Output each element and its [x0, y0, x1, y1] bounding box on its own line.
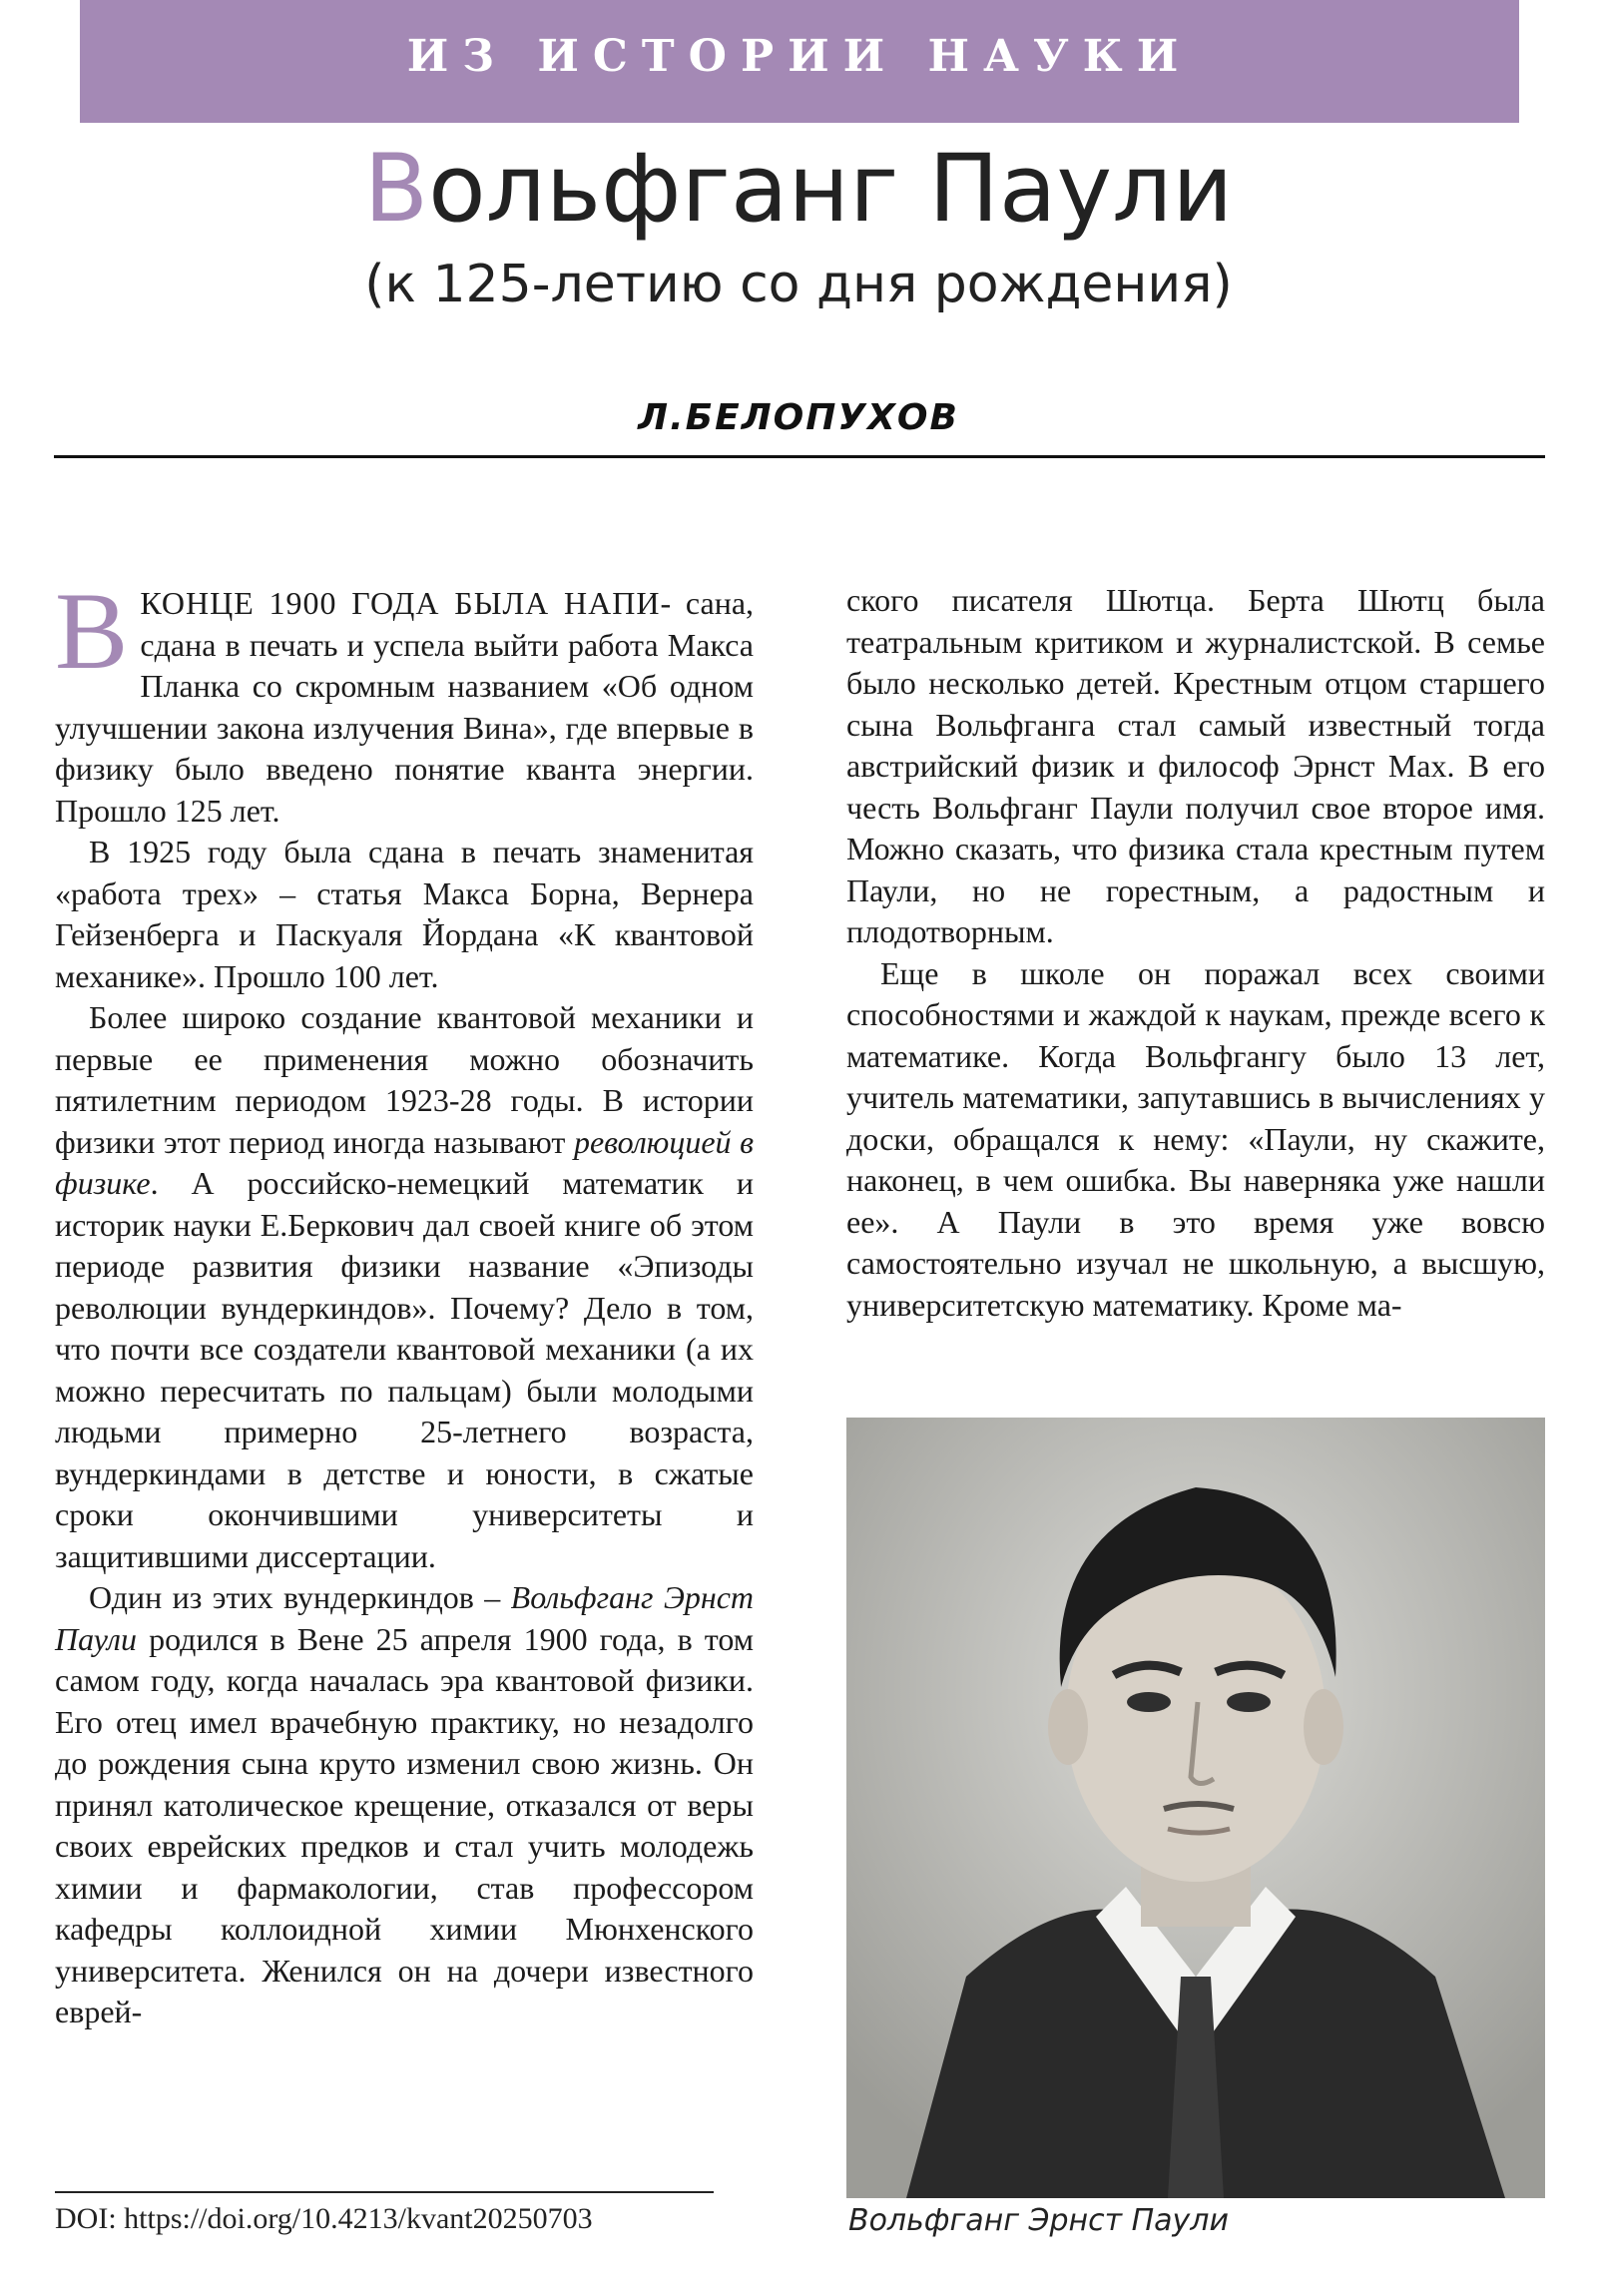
paragraph-4: Один из этих вундеркиндов – Вольфганг Эрнст Паули родился в Вене 25 апреля 1900 года, в том самом году, когда началась эра квантовой физики. Его отец имел врачебную практику, но незадолго до рождения сына круто изменил свою жизнь. Он принял католическое крещение, отказался от веры своих еврейских предков и стал учить молодежь химии и фармакологии, став профессором кафедры коллоидной химии Мюнхенского университета. Женился он на дочери известного еврей-	[55, 1579, 755, 2029]
emphasis-name: Вольфганг Эрнст Паули	[55, 1579, 755, 1657]
right-column	[846, 580, 1545, 1326]
doi-footnote: DOI: https://doi.org/10.4213/kvant20250703	[55, 2202, 593, 2235]
paragraph-3: Более широко создание квантовой механики и первые ее применения можно обозначить пятилетним периодом 1923-28 годы. В истории физики этот период иногда называют революцией в физике. А российско-немецкий математик и историк науки Е.Беркович дал своей книге об этом периоде развития физики название «Эпизоды революции вундеркиндов». Почему? Дело в том, что почти все создатели квантовой механики (а их можно пересчитать по пальцам) были молодыми людьми примерно 25-летнего возраста, вундеркиндами в детстве и юности, в сжатые сроки окончившими университеты и защитившими диссертации.	[55, 999, 755, 1574]
portrait-photo	[846, 1418, 1545, 2198]
portrait-illustration	[846, 1418, 1545, 2198]
section-label: ИЗ ИСТОРИИ НАУКИ	[406, 31, 1193, 82]
footnote-divider	[55, 2191, 714, 2193]
article-subtitle: (к 125-летию со дня рождения)	[364, 255, 1233, 314]
drop-cap: В	[55, 570, 129, 692]
title-rest: ольфганг Паули	[428, 135, 1234, 244]
emphasis: революцией в физике	[55, 1123, 755, 1201]
paragraph-6: Еще в школе он поражал всех своими способностями и жаждой к наукам, прежде всего к математике. Когда Вольфгангу было 13 лет, учитель математики, запутавшись в вычислениях у доски, обращался к нему: «Паули, ну скажите, наконец, в чем ошибка. Вы наверняка уже нашли ее». А Паули в это время уже вовсю самостоятельно изучал не школьную, а высшую, университетскую математику. Кроме ма-	[846, 954, 1545, 1323]
author-name: Л.БЕЛОПУХОВ	[638, 397, 959, 438]
article-title	[0, 130, 1597, 250]
left-column	[55, 570, 755, 2033]
lead-in: КОНЦЕ 1900 ГОДА БЫЛА НАПИ-	[140, 585, 673, 621]
title-divider	[54, 455, 1545, 458]
section-banner	[80, 0, 1519, 123]
paragraph-5: ского писателя Шютца. Берта Шютц была театральным критиком и журналистской. В семье было несколько детей. Крестным отцом старшего сына Вольфганга стал самый известный тогда австрийский физик и философ Эрнст Мах. В его честь Вольфганг Паули получил свое второе имя. Можно сказать, что физика стала крестным путем Паули, но не горестным, а радостным и плодотворным.	[846, 582, 1545, 949]
title-first-letter: В	[363, 135, 429, 244]
paragraph-2: В 1925 году была сдана в печать знаменитая «работа трех» – статья Макса Борна, Вернера Гейзенберга и Паскуаля Йордана «К квантовой механике». Прошло 100 лет.	[55, 834, 754, 994]
paragraph-1: ВКОНЦЕ 1900 ГОДА БЫЛА НАПИ- сана, сдана в печать и успела выйти работа Макса Планка со скромным названием «Об одном улучшении закона излучения Вина», где впервые в физику было введено понятие кванта энергии. Прошло 125 лет.	[55, 570, 755, 829]
photo-caption: Вольфганг Эрнст Паули	[848, 2203, 1229, 2238]
